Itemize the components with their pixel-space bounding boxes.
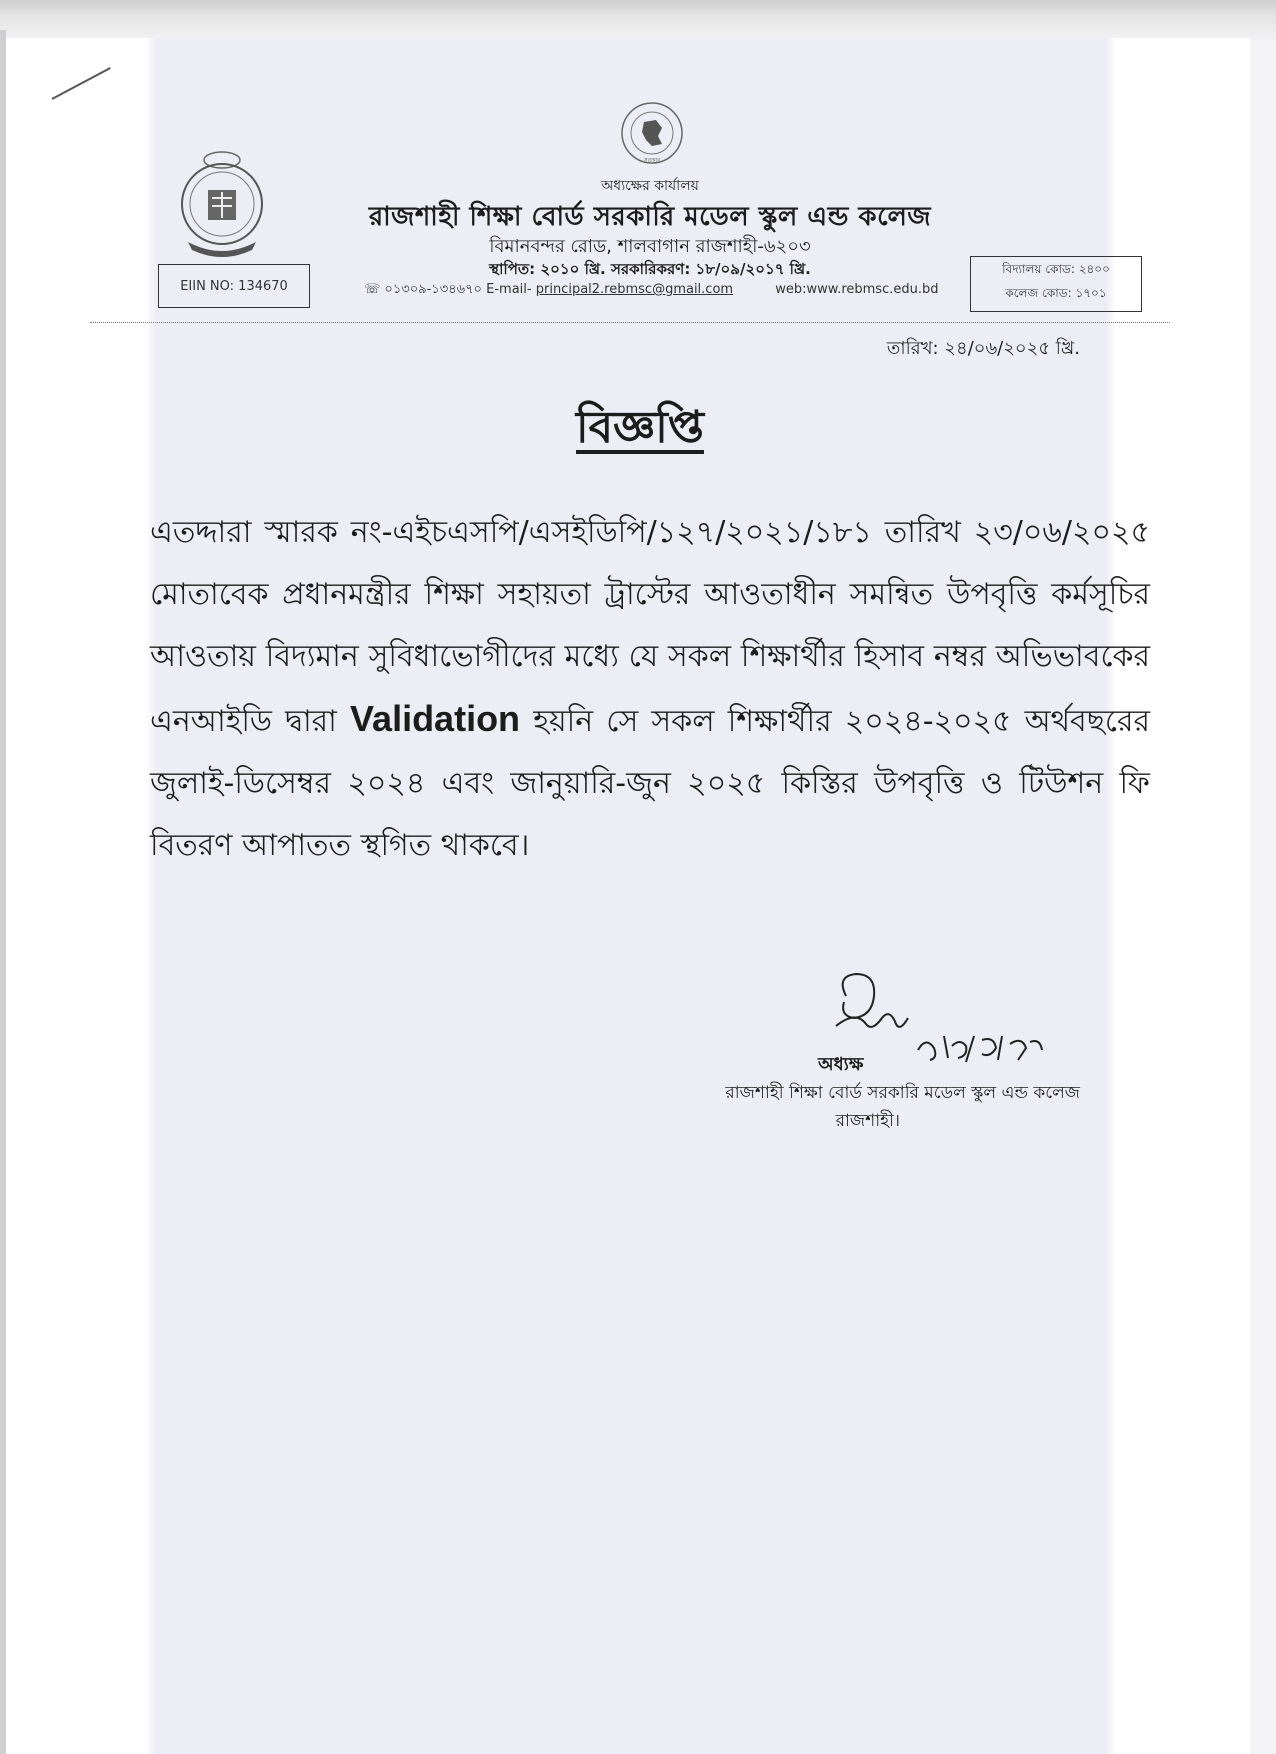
- eiin-box: [158, 264, 310, 308]
- contact-line: [364, 280, 964, 301]
- notice-body-part1: এতদ্দারা স্মারক নং-এইচএসপি/এসইডিপি/১২৭/২০২১/১৮১ তারিখ ২৩/০৬/২০২৫ মোতাবেক প্রধানমন্ত্রীর শিক্ষা সহায়তা ট্রাস্টের আওতাধীন সমন্বিত উপবৃত্তি কর্মসূচির আওতায় বিদ্যমান সুবিধাভোগীদের মধ্যে যে সকল শিক্ষার্থীর হিসাব নম্বর অভিভাবকের এনআইডি দ্বারা: [150, 515, 1150, 739]
- notice-body-part2: হয়নি সে সকল শিক্ষার্থীর ২০২৪-২০২৫ অর্থবছরের জুলাই-ডিসেম্বর ২০২৪ এবং জানুয়ারি-জুন ২০২৫ কিস্তির উপবৃত্তি ও টিউশন ফি বিতরণ আপাতত স্থগিত থাকবে।: [150, 704, 1150, 863]
- signatory-city: রাজশাহী।: [835, 1111, 900, 1131]
- school-address: বিমানবন্দর রোড, শালবাগান রাজশাহী-৬২০৩: [489, 236, 811, 257]
- office-label: অধ্যক্ষের কার্যালয়: [601, 178, 699, 194]
- college-code: কলেজ কোড: ১৭০১: [1005, 286, 1107, 300]
- code-box: [970, 256, 1142, 312]
- notice-body: [150, 502, 1150, 877]
- website-link[interactable]: web:www.rebmsc.edu.bd: [775, 282, 939, 297]
- signatory-role: অধ্যক্ষ: [818, 1054, 864, 1075]
- handwritten-signature: [826, 966, 1076, 1076]
- header-divider: [90, 322, 1170, 323]
- email-link[interactable]: principal2.rebmsc@gmail.com: [535, 282, 734, 297]
- svg-text:সরকার: সরকার: [643, 157, 661, 164]
- phone-icon: ☏: [364, 282, 381, 297]
- school-code: বিদ্যালয় কোড: ২৪০০: [1002, 262, 1110, 276]
- phone-number: ০১৩০৯-১৩৪৬৭০ E-mail-: [384, 282, 532, 297]
- notice-title: বিজ্ঞপ্তি: [576, 402, 704, 453]
- government-seal-icon: [612, 100, 692, 166]
- school-name: রাজশাহী শিক্ষা বোর্ড সরকারি মডেল স্কুল এন্ড কলেজ: [368, 202, 932, 232]
- establishment-info: স্থাপিত: ২০১০ খ্রি. সরকারিকরণ: ১৮/০৯/২০১৭ খ্রি.: [489, 260, 811, 278]
- eiin-number: EIIN NO: 134670: [180, 278, 288, 294]
- school-logo-icon: [168, 142, 276, 260]
- notice-body-emphasis: Validation: [350, 698, 521, 739]
- signatory-institution: রাজশাহী শিক্ষা বোর্ড সরকারি মডেল স্কুল এন্ড কলেজ: [725, 1083, 1080, 1103]
- scan-edge-top: [0, 0, 1276, 40]
- notice-date: তারিখ: ২৪/০৬/২০২৫ খ্রি.: [886, 338, 1080, 359]
